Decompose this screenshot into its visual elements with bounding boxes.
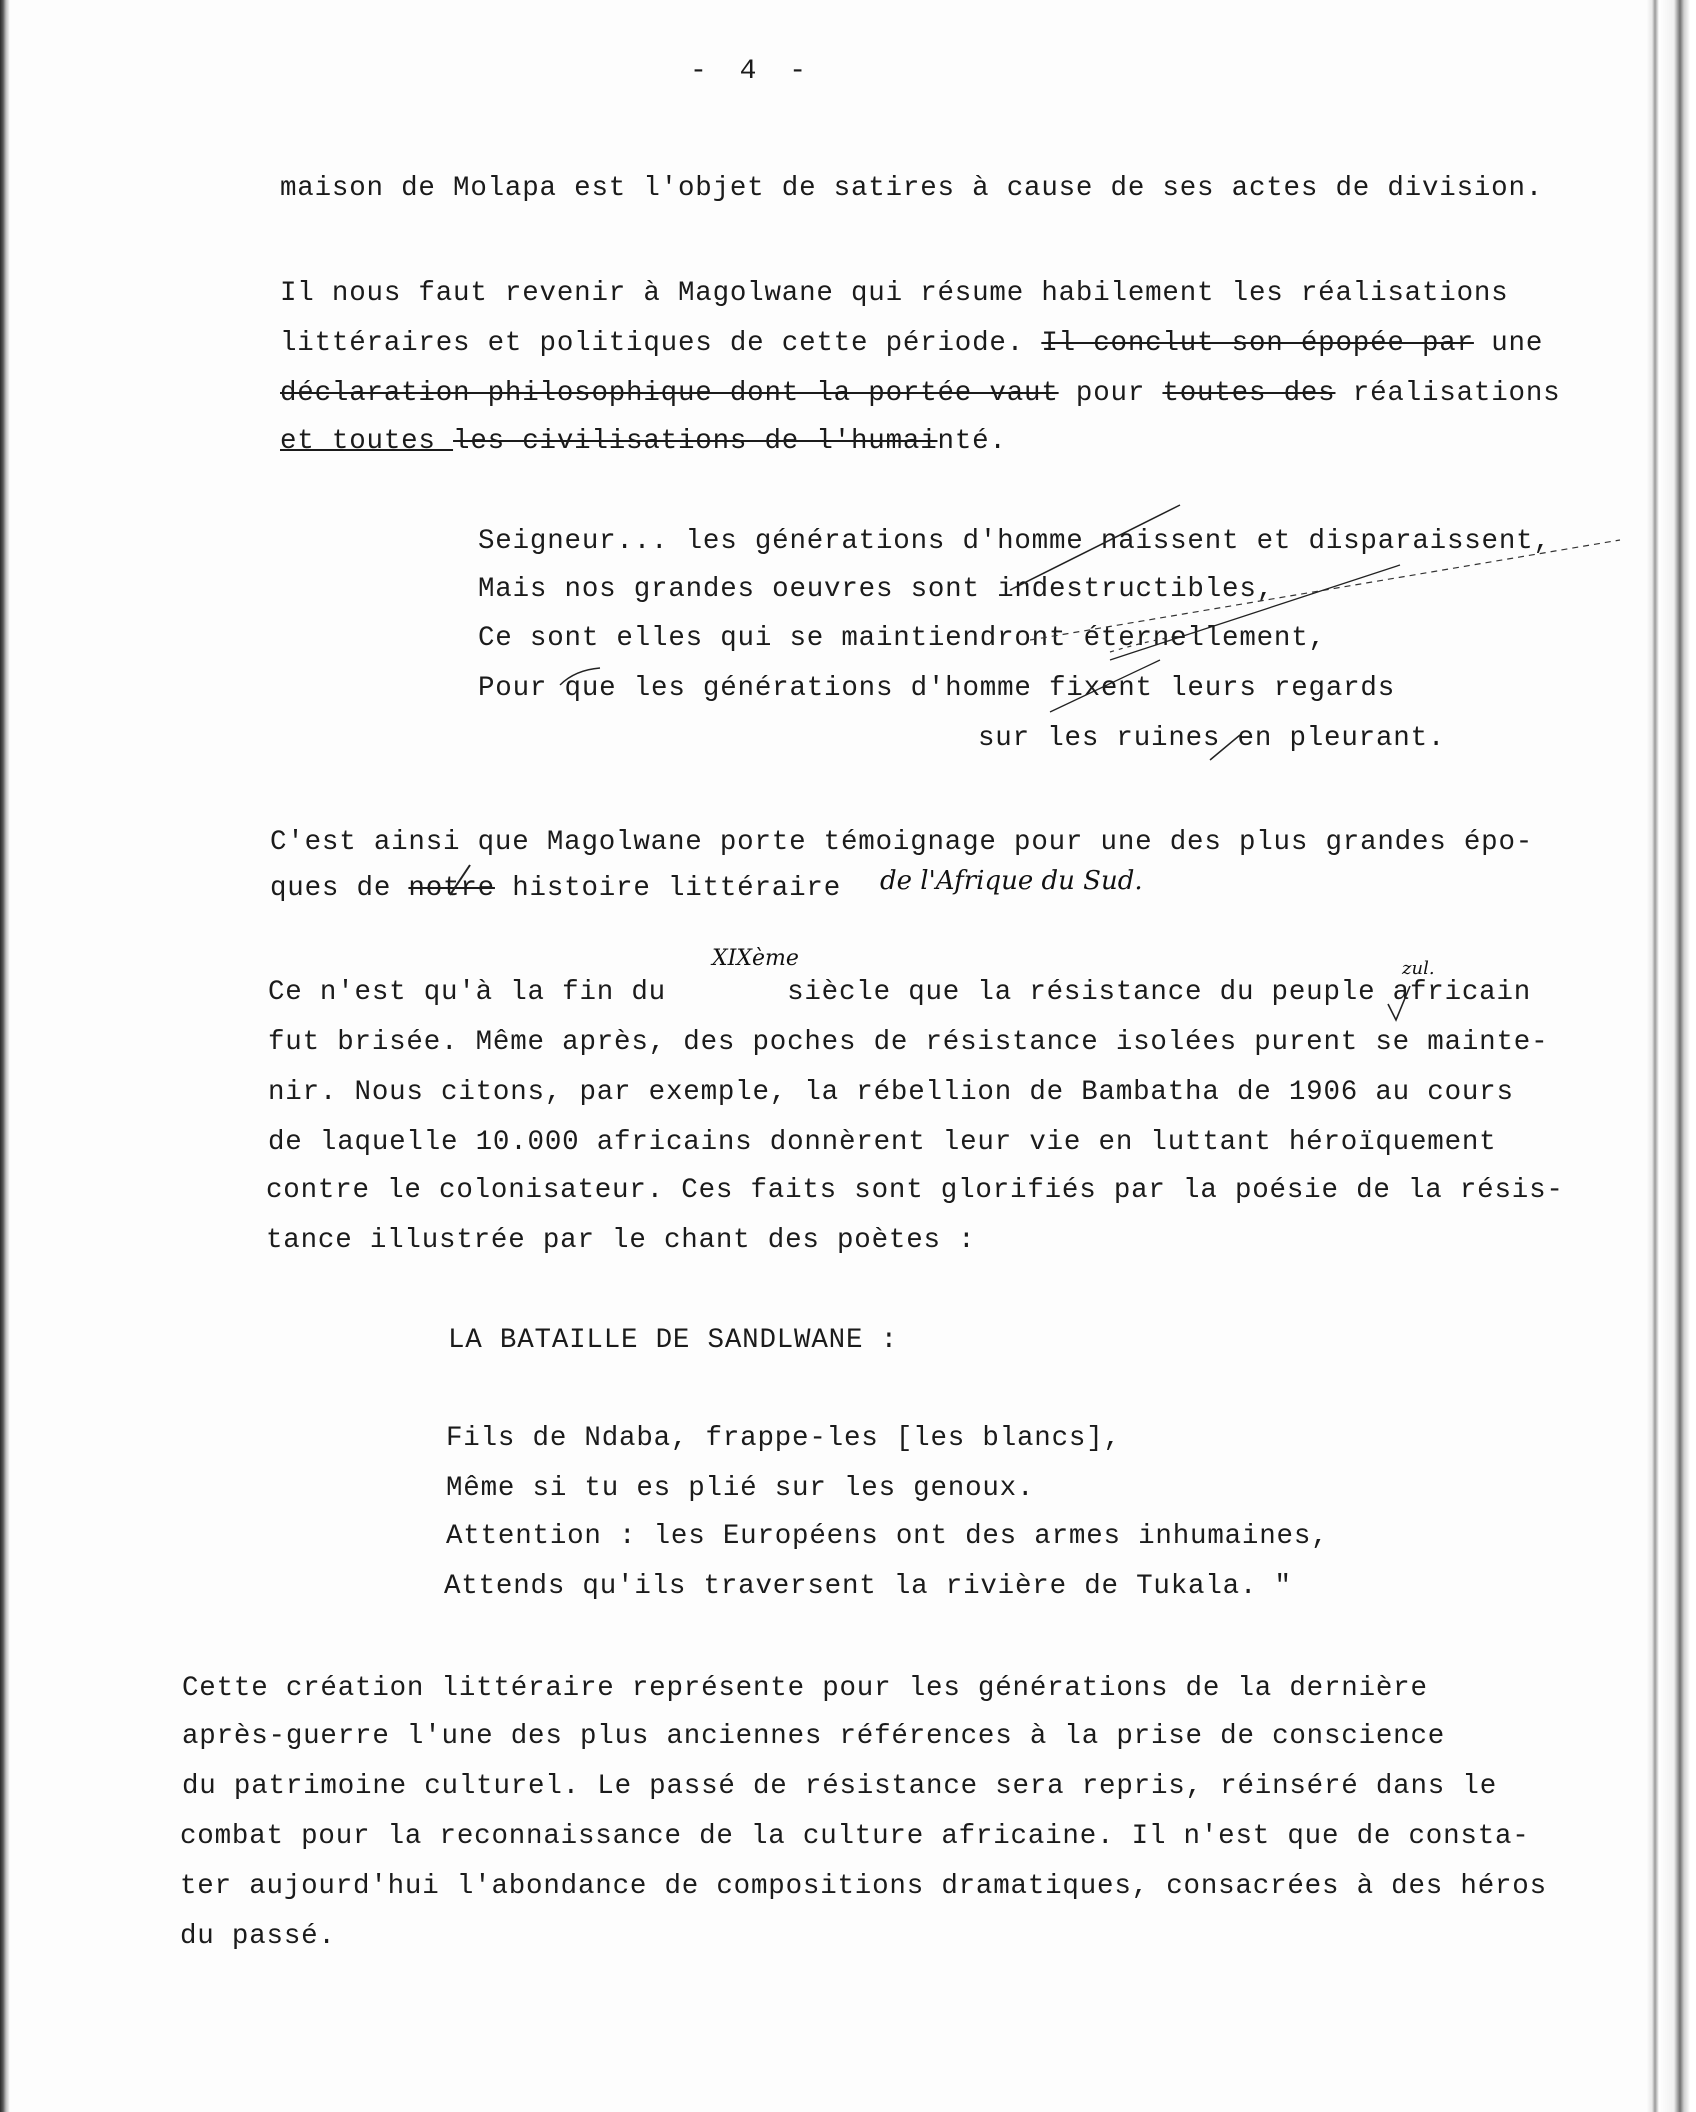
poem2-line: Attends qu'ils traversent la rivière de Tukala. " (444, 1571, 1292, 1602)
poem2-line: Attention : les Européens ont des armes inhumaines, (446, 1521, 1329, 1552)
paragraph3-line: C'est ainsi que Magolwane porte témoignage pour une des plus grandes épo- (270, 827, 1534, 858)
poem1-line: sur les ruines en pleurant. (978, 723, 1446, 754)
poem1-line: Mais nos grandes oeuvres sont indestructibles, (478, 574, 1274, 605)
paragraph4-line: nir. Nous citons, par exemple, la rébellion de Bambatha de 1906 au cours (268, 1077, 1514, 1108)
text-span: littéraires et politiques de cette période. (280, 328, 1042, 359)
poem1-line: Seigneur... les générations d'homme naissent et disparaissent, (478, 526, 1551, 557)
paragraph1-line: maison de Molapa est l'objet de satires à cause de ses actes de division. (280, 173, 1544, 204)
pen-stroke (1110, 565, 1400, 660)
pen-stroke (1210, 735, 1240, 760)
bracketed-insertion: [les blancs] (895, 1423, 1104, 1454)
paragraph2-line: Il nous faut revenir à Magolwane qui résume habilement les réalisations (280, 278, 1509, 309)
pen-stroke (1388, 986, 1410, 1020)
paragraph4-line: Ce n'est qu'à la fin du siècle que la résistance du peuple africain (268, 977, 1532, 1008)
struck-text: Il conclut son épopée par (1041, 328, 1474, 359)
paragraph5-line: du passé. (180, 1921, 336, 1952)
handwritten-insertion: de l'Afrique du Sud. (880, 866, 1143, 896)
text-span: ques de (270, 873, 409, 904)
paragraph4-line: tance illustrée par le chant des poètes : (266, 1225, 976, 1256)
paragraph5-line: ter aujourd'hui l'abondance de compositions dramatiques, consacrées à des héros (180, 1871, 1547, 1902)
struck-text: toutes des (1162, 378, 1336, 409)
handwritten-insertion: zul. (1402, 958, 1435, 979)
handwritten-century: XIXème (712, 946, 799, 971)
paragraph4-line: fut brisée. Même après, des poches de résistance isolées purent se mainte- (268, 1027, 1549, 1058)
page-number: - 4 - (690, 56, 815, 87)
paragraph4-line: contre le colonisateur. Ces faits sont glorifiés par la poésie de la résis- (266, 1175, 1564, 1206)
poem2-line: Même si tu es plié sur les genoux. (446, 1473, 1035, 1504)
struck-text: déclaration philosophique dont la portée vaut (280, 378, 1059, 409)
underlined-text: et toutes (280, 426, 454, 457)
paragraph4-line: de laquelle 10.000 africains donnèrent leur vie en luttant héroïquement (268, 1127, 1497, 1158)
pen-stroke (1050, 660, 1160, 712)
text-span: Fils de Ndaba, frappe-les (446, 1423, 896, 1454)
text-span: une (1473, 328, 1544, 359)
pen-stroke (1010, 505, 1180, 590)
struck-text: notre (408, 873, 495, 904)
pen-stroke (1110, 636, 1180, 652)
paragraph5-line: du patrimoine culturel. Le passé de résistance sera repris, réinséré dans le (182, 1771, 1498, 1802)
text-span: , (1103, 1423, 1121, 1454)
poem2-title: LA BATAILLE DE SANDLWANE : (448, 1325, 898, 1356)
paragraph5-line: après-guerre l'une des plus anciennes références à la prise de conscience (182, 1721, 1446, 1752)
struck-text: les civilisations de l'humai (453, 426, 938, 457)
paragraph5-line: Cette création littéraire représente pour les générations de la dernière (182, 1673, 1428, 1704)
text-span: réalisations (1335, 378, 1561, 409)
text-span: pour (1058, 378, 1163, 409)
poem1-line: Pour que les générations d'homme fixent leurs regards (478, 673, 1396, 704)
pen-stroke (560, 668, 600, 685)
poem1-line: Ce sont elles qui se maintiendront éternellement, (478, 623, 1326, 654)
pen-stroke (450, 865, 470, 895)
text-span: nté. (937, 426, 1007, 457)
paragraph5-line: combat pour la reconnaissance de la culture africaine. Il n'est que de consta- (180, 1821, 1530, 1852)
text-span: histoire littéraire (494, 873, 841, 904)
